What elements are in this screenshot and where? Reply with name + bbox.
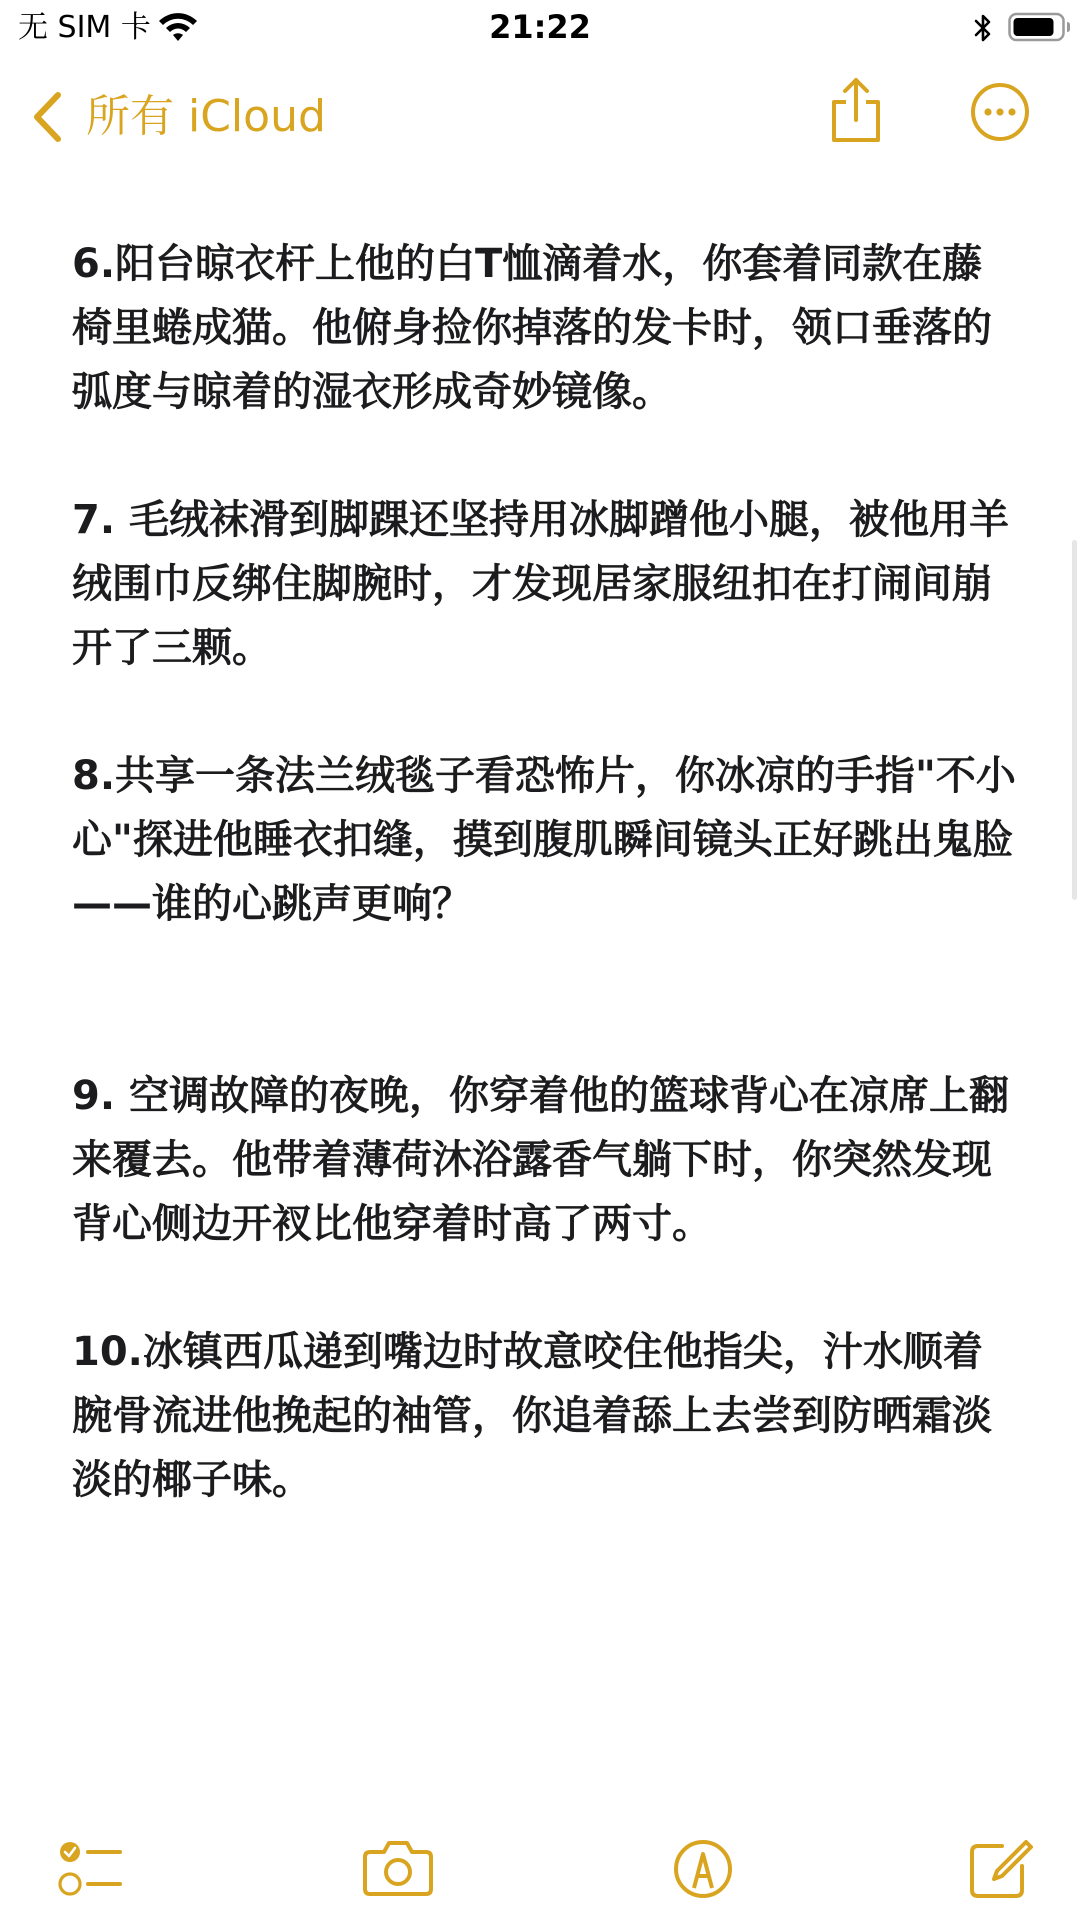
clock-time: 21:22 [489,8,591,46]
blank-line [72,680,1022,744]
note-body[interactable] [72,232,1022,1512]
back-button[interactable] [30,84,326,150]
note-paragraph: 9. 空调故障的夜晚，你穿着他的篮球背心在凉席上翻来覆去。他带着薄荷沐浴露香气躺下时，你突然发现背心侧边开衩比他穿着时高了两寸。 [72,1073,1009,1247]
nav-bar [0,72,1080,162]
bottom-toolbar [0,1830,1080,1920]
note-paragraph: 8.共享一条法兰绒毯子看恐怖片，你冰凉的手指"不小心"探进他睡衣扣缝，摸到腹肌瞬间镜头正好跳出鬼脸——谁的心跳声更响？ [72,753,1016,927]
scroll-indicator[interactable] [1072,540,1077,900]
ellipsis-circle-icon[interactable] [970,82,1030,142]
carrier-label: 无 SIM 卡 [18,10,151,45]
checklist-icon[interactable] [58,1838,124,1900]
battery-icon [1008,12,1072,42]
bluetooth-icon [972,12,994,44]
markup-pen-icon[interactable] [672,1838,734,1900]
note-paragraph: 10.冰镇西瓜递到嘴边时故意咬住他指尖，汁水顺着腕骨流进他挽起的袖管，你追着舔上去尝到防晒霜淡淡的椰子味。 [72,1329,992,1503]
share-icon[interactable] [828,76,884,144]
blank-line [72,1256,1022,1320]
blank-line [72,424,1022,488]
note-paragraph: 6.阳台晾衣杆上他的白T恤滴着水，你套着同款在藤椅里蜷成猫。他俯身捡你掉落的发卡时，领口垂落的弧度与晾着的湿衣形成奇妙镜像。 [72,241,992,415]
status-bar [0,0,1080,56]
camera-icon[interactable] [362,1838,434,1898]
blank-line [72,936,1022,1064]
chevron-left-icon [30,90,64,144]
note-paragraph: 7. 毛绒袜滑到脚踝还坚持用冰脚蹭他小腿，被他用羊绒围巾反绑住脚腕时，才发现居家服纽扣在打闹间崩开了三颗。 [72,497,1009,671]
back-label: 所有 iCloud [86,91,326,142]
compose-icon[interactable] [968,1838,1034,1900]
